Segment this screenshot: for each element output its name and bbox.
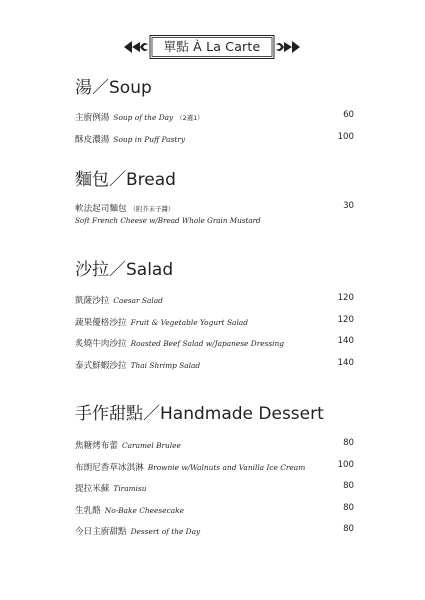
item-price: 140 [337, 336, 354, 346]
item-name-zh: 提拉米蘇 [75, 484, 110, 494]
item-price: 60 [343, 110, 354, 120]
section-bread [75, 168, 355, 225]
item-name-zh: 布朗尼香草冰淇淋 [75, 462, 144, 473]
item-name-en: Soup of the Day [113, 113, 174, 122]
item-name-zh: 今日主廚甜點 [75, 527, 127, 537]
item-price: 120 [337, 314, 354, 325]
section-title: 沙拉／Salad [75, 260, 174, 280]
item-name-zh: 軟法起司麵包 [75, 204, 127, 214]
section-title: 手作甜點／Handmade Dessert [75, 404, 324, 424]
menu-item [75, 458, 355, 480]
item-price: 80 [343, 524, 354, 534]
menu-title: 單點 À La Carte [163, 39, 261, 54]
item-price: 100 [337, 459, 354, 470]
section-title: 麵包／Bread [75, 170, 176, 190]
item-name-en: Brownie w/Walnuts and Vanilla Ice Cream [147, 462, 306, 472]
item-list [75, 436, 355, 544]
item-description-en: Soft French Cheese w/Bread Whole Grain Mustard [75, 216, 261, 225]
section-salad [75, 258, 355, 371]
section-soup [75, 76, 355, 145]
menu-item [75, 130, 355, 152]
item-name-en: Caesar Salad [113, 296, 163, 305]
item-name-zh: 泰式鮮蝦沙拉 [75, 360, 127, 371]
item-name-en: Fruit & Vegetable Yogurt Salad [130, 317, 248, 327]
menu-item [75, 436, 355, 458]
item-price: 80 [343, 502, 354, 513]
item-name-en: No-Bake Cheesecake [104, 505, 184, 515]
item-price: 30 [343, 201, 354, 211]
item-list [75, 199, 355, 228]
item-name-zh: 酥皮濃湯 [75, 134, 110, 145]
menu-item [75, 479, 355, 501]
menu-header [118, 34, 306, 60]
item-list [75, 291, 355, 377]
item-name-zh: 生乳酪 [75, 505, 101, 516]
menu-item [75, 334, 355, 356]
item-note: （2選1） [176, 114, 204, 122]
item-name-en: Dessert of the Day [130, 527, 201, 536]
menu-item [75, 291, 355, 313]
item-list [75, 108, 355, 151]
section-dessert [75, 402, 355, 537]
item-note: （附芥末子醬） [129, 205, 175, 213]
menu-item [75, 501, 355, 523]
item-price: 80 [343, 438, 354, 448]
item-name-en: Roasted Beef Salad w/Japanese Dressing [130, 339, 285, 348]
item-price: 80 [343, 481, 354, 491]
item-name-en: Caramel Brulee [121, 441, 181, 450]
item-name-en: Soup in Puff Pastry [113, 134, 186, 144]
menu-item [75, 108, 355, 130]
item-name-zh: 主廚例湯 [75, 113, 110, 123]
section-title: 湯／Soup [75, 78, 152, 98]
item-name-zh: 蔬果優格沙拉 [75, 317, 127, 328]
menu-item [75, 313, 355, 335]
item-price: 120 [337, 293, 354, 303]
item-name-zh: 炙燒牛肉沙拉 [75, 339, 127, 349]
item-price: 140 [337, 357, 354, 368]
item-name-zh: 凱薩沙拉 [75, 296, 110, 306]
menu-item [75, 199, 355, 214]
menu-item [75, 356, 355, 378]
item-name-zh: 焦糖烤布蕾 [75, 441, 118, 451]
item-price: 100 [337, 131, 354, 142]
menu-item [75, 522, 355, 544]
item-name-en: Tiramisu [113, 484, 147, 493]
item-name-en: Thai Shrimp Salad [130, 360, 201, 370]
